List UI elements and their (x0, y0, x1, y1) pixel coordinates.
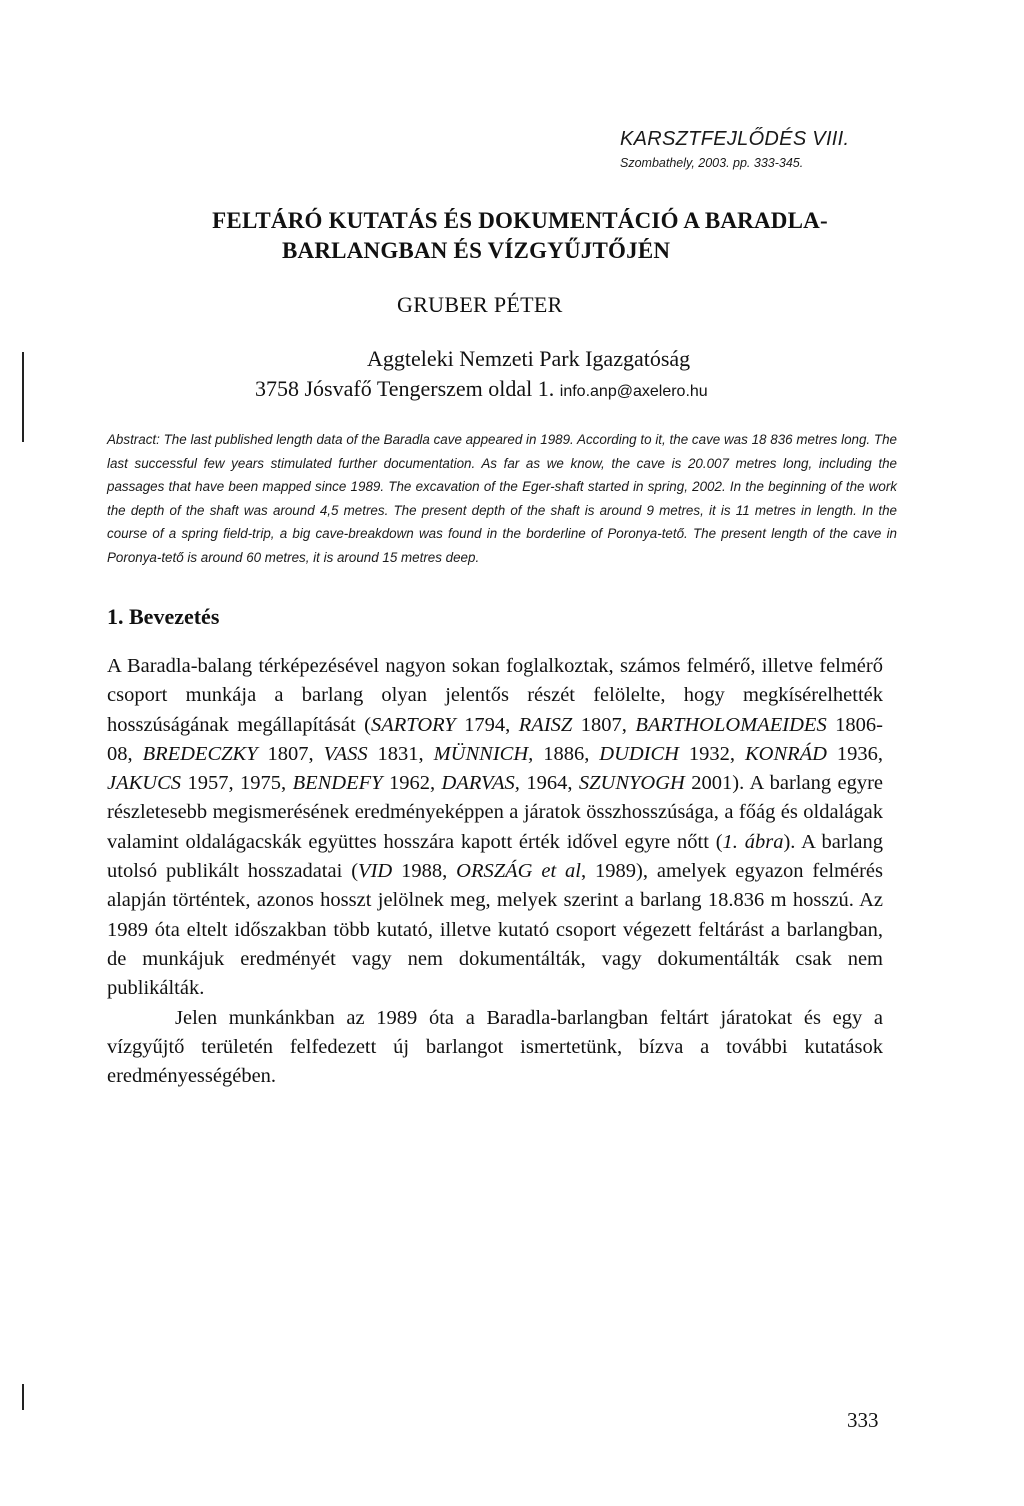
section-heading: 1. Bevezetés (107, 604, 220, 629)
citation-author: BREDECZKY (142, 742, 258, 765)
scan-edge-line (22, 1384, 24, 1410)
text-run: 1988, (392, 860, 457, 883)
abstract: Abstract: The last published length data of the Baradla cave appeared in 1989. According to it, the cave was 18 836 metres long. The last successful few years stimulated further documentation. As far as we know, the cave is 20.007 metres long, including the passages that have been mapped since 1989. The excavation of the Eger-shaft started in spring, 2002. In the beginning of the work the depth of the shaft was around 4,5 metres. The present depth of the shaft is around 9 metres, it is 11 metres in length. In the course of a spring field-trip, a big cave-breakdown was found in the borderline of Poronya-tető. The present length of the cave in Poronya-tető is around 60 metres, it is around 15 metres deep. (107, 432, 897, 565)
citation-author: VID (358, 860, 393, 883)
paragraph-1 (107, 652, 883, 1004)
text-run: 1806-08, (107, 713, 884, 765)
affiliation-email: info.anp@axelero.hu (559, 383, 708, 400)
text-run: 2001). A barlang egyre részletesebb megismerésének eredményeképpen a járatok összhosszúsága, a főág és oldalágak valamint oldalágacskák együttes hosszára kapott érték idővel egyre nőtt ( (107, 772, 884, 853)
text-run: ). A barlang utolsó publikált hosszadatai ( (107, 830, 883, 883)
citation-author: KONRÁD (744, 742, 827, 765)
text-run: 1794, (455, 713, 519, 736)
citation-author: BENDEFY (292, 772, 383, 795)
figure-reference: 1. ábra (722, 830, 784, 853)
title-line-2: BARLANGBAN ÉS VÍZGYŰJTŐJÉN (282, 238, 671, 263)
affiliation-address: 3758 Jósvafő Tengerszem oldal 1. (255, 376, 555, 401)
affiliation-line-2 (255, 376, 955, 402)
text-run: 1807, (257, 742, 324, 765)
citation-author: ORSZÁG et al (456, 860, 581, 883)
journal-title: KARSZTFEJLŐDÉS VIII. (620, 128, 850, 150)
text-run: 1957, 1975, (181, 772, 293, 795)
text-run: 1932, (678, 742, 745, 765)
page-number: 333 (847, 1408, 879, 1432)
text-run: 1964, (519, 772, 579, 795)
citation-author: SZUNYOGH (578, 772, 685, 795)
scan-edge-line (22, 352, 24, 442)
citation-author: JAKUCS (107, 772, 182, 795)
paper-title (140, 206, 900, 266)
text-run: 1936, (826, 742, 884, 765)
text-run: , 1989), amelyek egyazon felmérés alapján történtek, azonos hosszt jelölnek meg, melyek szerint a barlang 18.836 m hosszú. Az 1989 óta eltelt időszakban több kutató, illetve kutató csoport végezett feltárást a barlangban, de munkájuk eredményét vagy nem dokumentálták, vagy dokumentálták csak nem publikálták. (107, 860, 883, 1000)
text-run: A Baradla-balang térképezésével nagyon sokan foglalkoztak, számos felmérő, illetve felmérő csoport munkája a barlang olyan jelentős részét felölelte, hogy megkísérelhették hosszúságának megállapítását ( (107, 655, 883, 736)
citation-author: MÜNNICH, (433, 742, 534, 765)
citation-author: VASS (323, 742, 368, 765)
citation-author: BARTHOLOMAEIDES (635, 713, 827, 736)
title-line-1: FELTÁRÓ KUTATÁS ÉS DOKUMENTÁCIÓ A BARADLA- (212, 208, 828, 233)
affiliation-line-1: Aggteleki Nemzeti Park Igazgatóság (367, 346, 691, 371)
paragraph-2: Jelen munkánkban az 1989 óta a Baradla-barlangban feltárt járatokat és egy a vízgyűjtő területén felfedezett új barlangot ismertetünk, bízva a további kutatások eredményességében. (107, 1006, 883, 1088)
citation-author: DUDICH (599, 742, 679, 765)
text-run: 1886, (533, 742, 600, 765)
author-name: GRUBER PÉTER (397, 292, 563, 317)
publication-info: Szombathely, 2003. pp. 333-345. (620, 156, 804, 170)
text-run: 1831, (367, 742, 434, 765)
body-text (107, 652, 883, 1091)
text-run: 1962, (382, 772, 442, 795)
text-run: 1807, (572, 713, 636, 736)
citation-author: RAISZ (518, 713, 573, 736)
citation-author: SARTORY (371, 713, 456, 736)
citation-author: DARVAS, (441, 772, 520, 795)
